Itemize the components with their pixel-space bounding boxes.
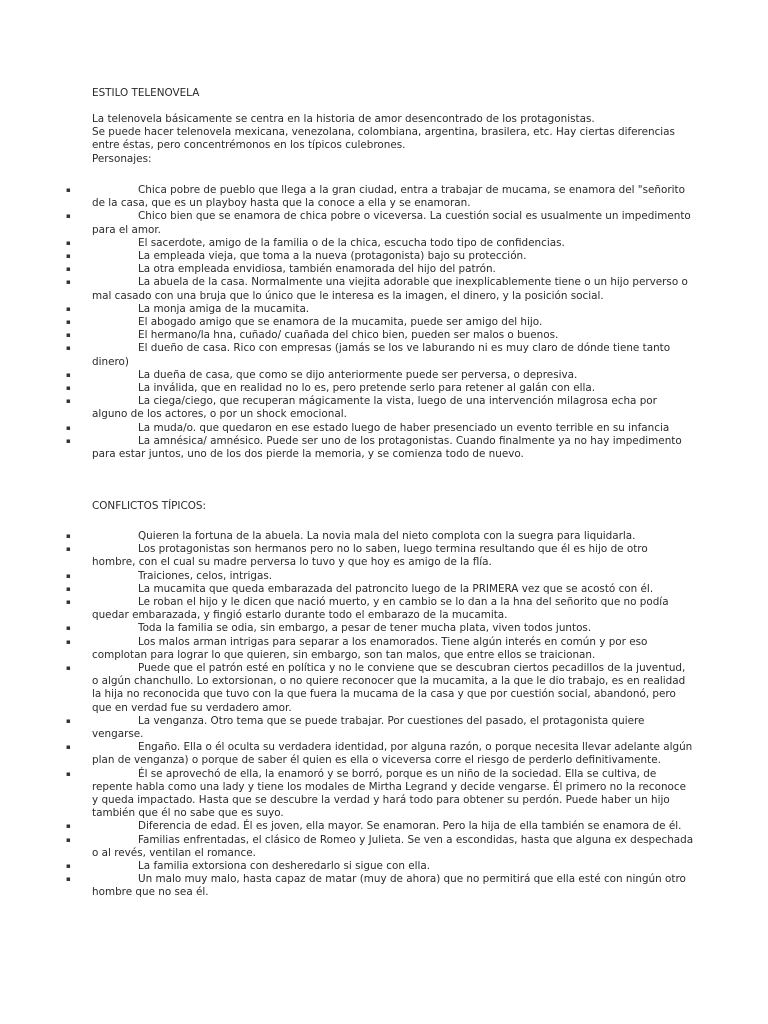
bullet-icon: ▪ — [66, 637, 71, 646]
list-item — [66, 382, 694, 395]
list-item-text: La familia extorsiona con desheredarlo si sigue con ella. — [138, 860, 431, 873]
list-item-text: Quieren la fortuna de la abuela. La novia mala del nieto complota con la suegra para liquidarla. — [138, 530, 636, 542]
list-item — [66, 582, 694, 596]
list-item-text: Familias enfrentadas, el clásico de Romeo y Julieta. Se ven a escondidas, hasta que alguna ex despechada o al revés, ventilan el romance. — [92, 833, 694, 859]
list-item-text: La empleada vieja, que toma a la nueva (protagonista) bajo su protección. — [138, 250, 527, 263]
list-item-text: La venganza. Otro tema que se puede trabajar. Por cuestiones del pasado, el protagonista quiere vengarse. — [92, 714, 645, 741]
bullet-icon: ▪ — [66, 344, 71, 353]
list-item-text: La otra empleada envidiosa, también enamorada del hijo del patrón. — [138, 263, 496, 276]
list-item-text: Traiciones, celos, intrigas. — [138, 569, 273, 582]
list-item-text: Puede que el patrón esté en política y no le conviene que se descubran ciertos pecadillos de la juventud, o algún chanchullo. Lo extorsionan, o no quiere reconocer que la mucamita, a la que le dio trabajo, es en realidad la hija no reconocida que tuvo con la que fuera la mucama de la casa y que por cuestión social, abandonó, pero que en verdad fue su verdadero amor. — [92, 662, 686, 714]
list-item-text: La dueña de casa, que como se dijo anteriormente puede ser perversa, o depresiva. — [138, 368, 578, 381]
list-item — [66, 833, 694, 860]
list-item-text: La amnésica/ amnésico. Puede ser uno de los protagonistas. Cuando finalmente ya no hay impedimento para estar juntos, uno de los dos pierde la memoria, y se comienza todo de nuevo. — [92, 434, 682, 461]
list-item — [66, 543, 694, 569]
bullet-icon: ▪ — [66, 862, 71, 871]
personajes-label: Personajes: — [92, 152, 152, 165]
document-title: ESTILO TELENOVELA — [92, 87, 200, 99]
bullet-icon: ▪ — [66, 331, 71, 340]
list-item — [66, 569, 694, 583]
list-item-text: Engaño. Ella o él oculta su verdadera identidad, por alguna razón, o porque necesita llevar adelante algún plan de venganza) o porque de saber él quien es ella o viceversa corre el riesgo de perderlo definitivamente. — [92, 741, 693, 767]
bullet-icon: ▪ — [66, 252, 71, 261]
list-item-text: El hermano/la hna, cuñado/ cuañada del chico bien, pueden ser malos o buenos. — [138, 329, 559, 342]
list-item — [66, 368, 694, 382]
bullet-icon: ▪ — [66, 238, 71, 247]
list-item — [66, 316, 694, 329]
list-item-text: Él se aprovechó de ella, la enamoró y se borró, porque es un niño de la sociedad. Ella se cultiva, de repente habla como una lady y tiene los modales de Mirtha Legrand y decide vengarse. Él primero no la reconoce y queda impactado. Hasta que se descubre la verdad y hará todo para obtener su perdón. Puede haber un hijo también que él no sabe que es suyo. — [92, 767, 687, 820]
list-item-text: La abuela de la casa. Normalmente una viejita adorable que inexplicablemente tiene o un hijo perverso o mal casado con una bruja que lo único que le interesa es la imagen, el dinero, y la posición social. — [92, 276, 688, 302]
list-item — [66, 250, 694, 263]
list-item-text: Toda la familia se odia, sin embargo, a pesar de tener mucha plata, viven todos juntos. — [138, 622, 592, 635]
list-item — [66, 395, 694, 421]
list-item — [66, 622, 694, 635]
bullet-icon: ▪ — [66, 304, 71, 313]
list-item — [66, 276, 694, 302]
list-item — [66, 662, 694, 715]
list-item-text: Los malos arman intrigas para separar a los enamorados. Tiene algún interés en común y por eso complotan para lograr lo que quieren, sin embargo, son tan malos, que entre ellos se traicionan. — [92, 635, 648, 661]
bullet-icon: ▪ — [66, 532, 71, 540]
list-item — [66, 530, 694, 543]
list-item — [66, 236, 694, 250]
list-item — [66, 342, 694, 368]
bullet-icon: ▪ — [66, 423, 71, 432]
personajes-list — [66, 184, 694, 461]
bullet-icon: ▪ — [66, 370, 71, 379]
bullet-icon: ▪ — [66, 265, 71, 274]
bullet-icon: ▪ — [66, 584, 71, 593]
bullet-icon: ▪ — [66, 835, 71, 844]
bullet-icon: ▪ — [66, 624, 71, 633]
list-item — [66, 434, 694, 461]
bullet-icon: ▪ — [66, 875, 71, 884]
list-item — [66, 767, 694, 821]
bullet-icon: ▪ — [66, 664, 71, 673]
list-item-text: Chica pobre de pueblo que llega a la gran ciudad, entra a trabajar de mucama, se enamora del "señorito de la casa, que es un playboy hasta que la conoce a ella y se enamoran. — [92, 184, 685, 210]
list-item — [66, 860, 694, 873]
bullet-icon: ▪ — [66, 545, 71, 554]
list-item — [66, 873, 694, 899]
bullet-icon: ▪ — [66, 318, 71, 327]
conflictos-title: CONFLICTOS TÍPICOS: — [92, 500, 206, 512]
bullet-icon: ▪ — [66, 397, 71, 406]
list-item-text: La mucamita que queda embarazada del patroncito luego de la PRIMERA vez que se acostó con él. — [138, 582, 654, 595]
bullet-icon: ▪ — [66, 822, 71, 831]
list-item — [66, 329, 694, 342]
bullet-icon: ▪ — [66, 436, 71, 445]
list-item-text: La ciega/ciego, que recuperan mágicamente la vista, luego de una intervención milagrosa echa por alguno de los actores, o por un shock emocional. — [92, 395, 657, 421]
list-item — [66, 263, 694, 276]
list-item — [66, 596, 694, 622]
intro-paragraph-2: Se puede hacer telenovela mexicana, venezolana, colombiana, argentina, brasilera, etc. Hay ciertas diferencias entre éstas, pero concentrémonos en los típicos culebrones. — [92, 126, 675, 152]
bullet-icon: ▪ — [66, 384, 71, 393]
list-item — [66, 210, 694, 236]
list-item-text: La inválida, que en realidad no lo es, pero pretende serlo para retener al galán con ella. — [138, 382, 596, 395]
list-item — [66, 820, 694, 833]
list-item-text: Los protagonistas son hermanos pero no lo saben, luego termina resultando que él es hijo de otro hombre, con el cual su madre perversa lo tuvo y que hoy es amigo de la flía. — [92, 543, 648, 569]
list-item — [66, 184, 694, 210]
bullet-icon: ▪ — [66, 278, 71, 287]
list-item — [66, 635, 694, 662]
list-item-text: Diferencia de edad. Él es joven, ella mayor. Se enamoran. Pero la hija de ella también se enamora de él. — [138, 820, 682, 833]
bullet-icon: ▪ — [66, 769, 71, 778]
list-item-text: Chico bien que se enamora de chica pobre o viceversa. La cuestión social es usualmente un impedimento para el amor. — [92, 210, 691, 236]
list-item-text: Le roban el hijo y le dicen que nació muerto, y en cambio se lo dan a la hna del señorito que no podía quedar embarazada, y fingió estarlo durante todo el embarazo de la mucamita. — [92, 596, 669, 622]
list-item-text: La monja amiga de la mucamita. — [138, 302, 310, 315]
list-item-text: El abogado amigo que se enamora de la mucamita, puede ser amigo del hijo. — [138, 316, 543, 329]
bullet-icon: ▪ — [66, 186, 71, 194]
bullet-icon: ▪ — [66, 716, 71, 725]
bullet-icon: ▪ — [66, 598, 71, 607]
bullet-icon: ▪ — [66, 571, 71, 580]
list-item-text: La muda/o. que quedaron en ese estado luego de haber presenciado un evento terrible en su infancia — [138, 421, 670, 434]
list-item — [66, 302, 694, 316]
list-item — [66, 741, 694, 767]
list-item-text: Un malo muy malo, hasta capaz de matar (muy de ahora) que no permitirá que ella esté con ningún otro hombre que no sea él. — [92, 873, 686, 899]
list-item-text: El dueño de casa. Rico con empresas (jamás se los ve laburando ni es muy claro de dónde tiene tanto dinero) — [92, 342, 671, 368]
list-item — [66, 421, 694, 435]
list-item — [66, 714, 694, 741]
intro-paragraph-1: La telenovela básicamente se centra en la historia de amor desencontrado de los protagonistas. — [92, 113, 595, 125]
intro-block — [92, 113, 692, 166]
conflictos-list — [66, 530, 694, 900]
bullet-icon: ▪ — [66, 743, 71, 752]
list-item-text: El sacerdote, amigo de la familia o de la chica, escucha todo tipo de confidencias. — [138, 236, 565, 249]
bullet-icon: ▪ — [66, 212, 71, 221]
